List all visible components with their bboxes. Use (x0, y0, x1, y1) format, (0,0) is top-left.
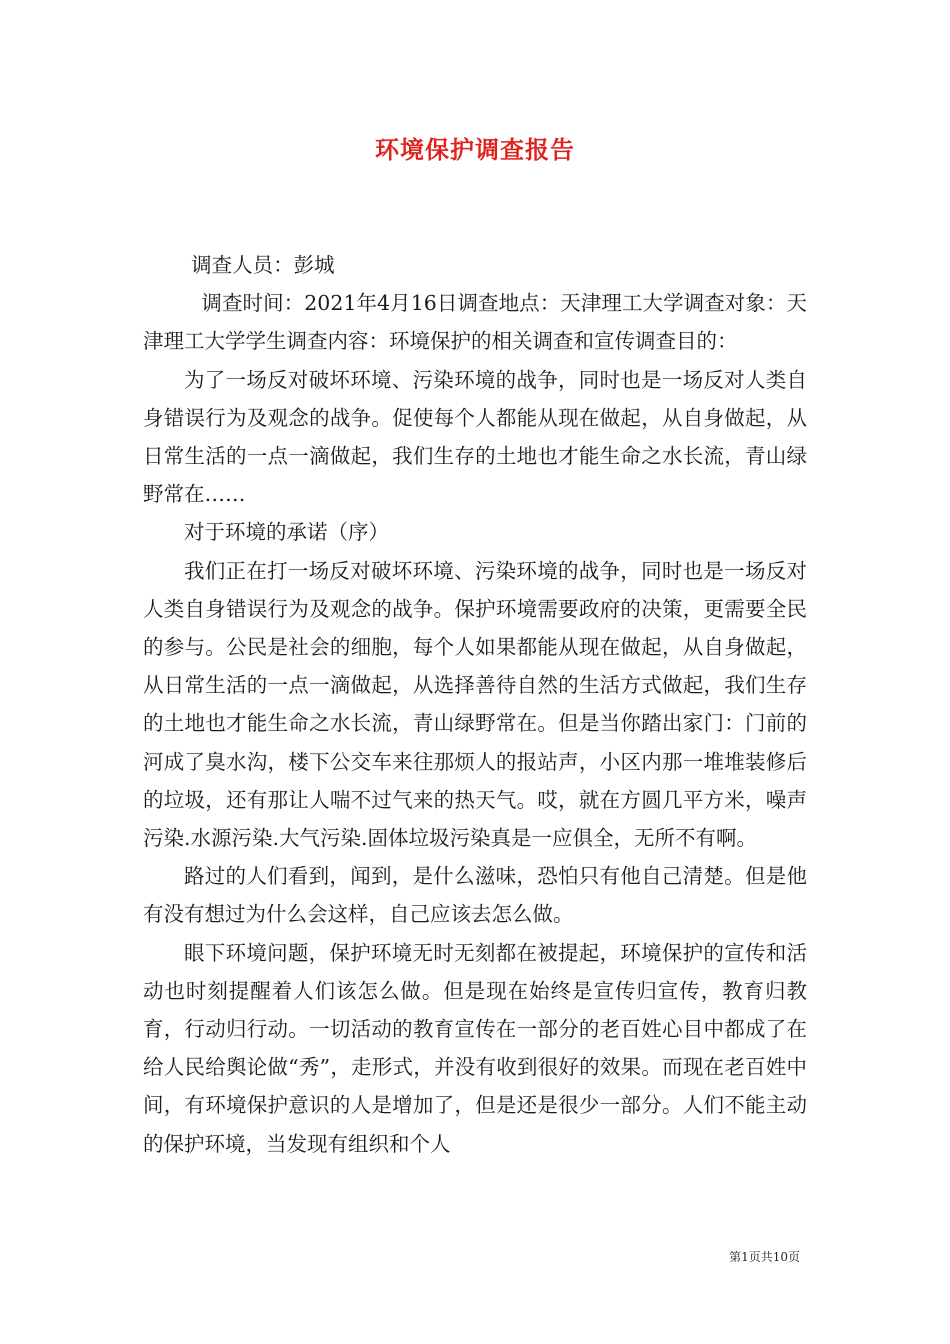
paragraph-surveyor: 调查人员：彭城 (191, 253, 335, 277)
paragraph-purpose: 为了一场反对破坏环境、污染环境的战争，同时也是一场反对人类自身错误行为及观念的战争。促使每个人都能从现在做起，从自身做起，从日常生活的一点一滴做起，我们生存的土地也才能生命之水长流，青山绿野常在…… (143, 367, 807, 507)
paragraph-preface: 我们正在打一场反对破坏环境、污染环境的战争，同时也是一场反对人类自身错误行为及观念的战争。保护环境需要政府的决策，更需要全民的参与。公民是社会的细胞，每个人如果都能从现在做起，从自身做起，从日常生活的一点一滴做起，从选择善待自然的生活方式做起，我们生存的土地也才能生命之水长流，青山绿野常在。但是当你踏出家门：门前的河成了臭水沟，楼下公交车来往那烦人的报站声，小区内那一堆堆装修后的垃圾，还有那让人喘不过气来的热天气。哎，就在方圆几平方米，噪声污染.水源污染.大气污染.固体垃圾污染真是一应俱全，无所不有啊。 (143, 558, 807, 851)
document-title: 环境保护调查报告 (375, 135, 575, 164)
paragraph-survey-info: 调查时间：2021年4月16日调查地点：天津理工大学调查对象：天津理工大学学生调查内容：环境保护的相关调查和宣传调查目的： (143, 291, 807, 354)
paragraph-current-issues: 眼下环境问题，保护环境无时无刻都在被提起，环境保护的宣传和活动也时刻提醒着人们该怎么做。但是现在始终是宣传归宣传，教育归教育，行动归行动。一切活动的教育宣传在一部分的老百姓心目中都成了在给人民给舆论做“秀”，走形式，并没有收到很好的效果。而现在老百姓中间，有环境保护意识的人是增加了，但是还是很少一部分。人们不能主动的保护环境，当发现有组织和个人 (143, 940, 807, 1156)
paragraph-preface-heading: 对于环境的承诺（序） (184, 520, 389, 545)
paragraph-passersby: 路过的人们看到，闻到，是什么滋味，恐怕只有他自己清楚。但是他有没有想过为什么会这样，自己应该去怎么做。 (143, 864, 807, 927)
document-body (143, 246, 807, 1163)
page-number: 第1页共10页 (729, 1250, 800, 1264)
